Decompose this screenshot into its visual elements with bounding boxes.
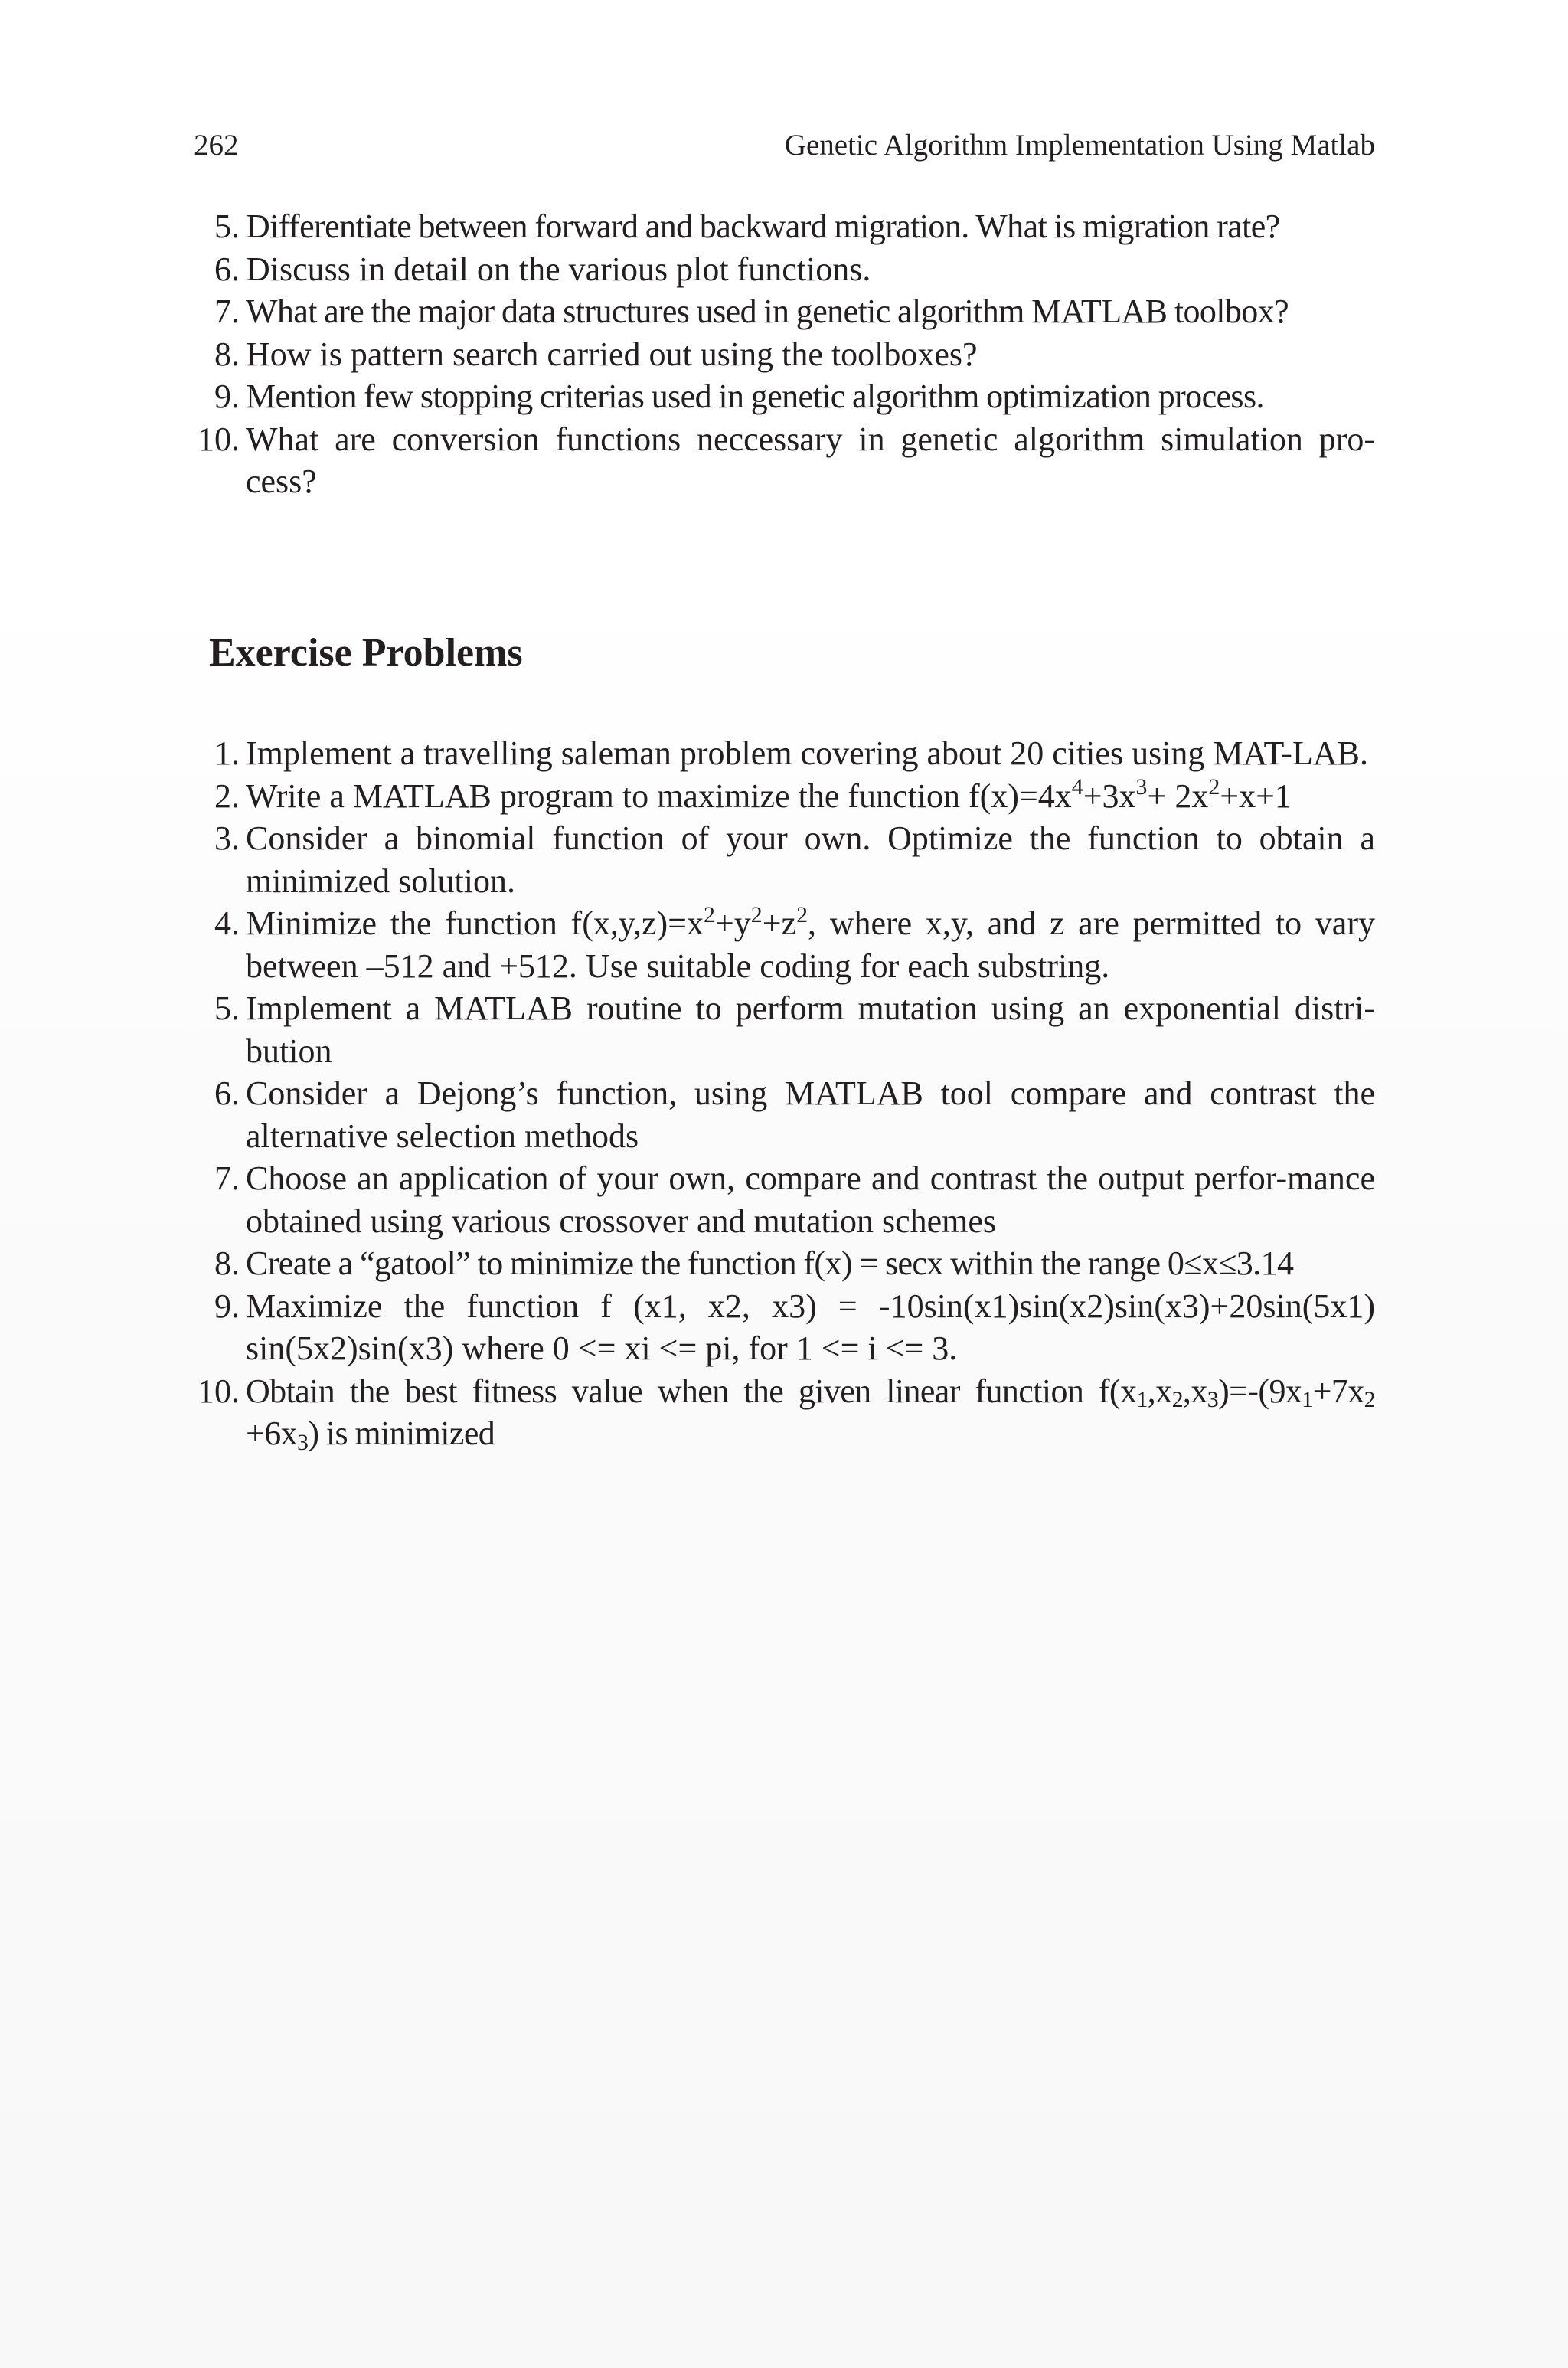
item-text: Obtain the best fitness value when the given linear function $f(x_1,x_2,x_3)=-(9x_1+7x_2 +6x_3)$ is minimized: [246, 1372, 1375, 1455]
section-heading: Exercise Problems: [209, 631, 523, 675]
item-number: 7.: [214, 1159, 240, 1197]
exercise-problem-item: [194, 1242, 1375, 1285]
review-question-item: [194, 248, 1375, 291]
review-question-item: [194, 418, 1375, 503]
item-number: 4.: [214, 904, 240, 942]
item-text: What are conversion functions neccessary in genetic algorithm simulation pro-cess?: [246, 420, 1375, 500]
item-text: Implement a travelling saleman problem covering about 20 cities using MAT-LAB.: [246, 734, 1368, 772]
review-questions-list: [194, 205, 1375, 503]
item-text: Consider a binomial function of your own. Optimize the function to obtain a minimized solution.: [246, 819, 1375, 900]
item-text: Maximize the function f (x1, x2, x3) = -10sin(x1)sin(x2)sin(x3)+20sin(5x1) sin(5x2)sin(x3) where 0 <= xi <= pi, for 1 <= i <= 3.: [246, 1287, 1375, 1367]
chapter-title: Genetic Algorithm Implementation Using Matlab: [784, 129, 1375, 162]
item-number: 5.: [214, 208, 240, 245]
review-question-item: [194, 290, 1375, 333]
item-number: 9.: [214, 1287, 240, 1325]
exercise-problem-item: [194, 1370, 1375, 1455]
running-head: [194, 124, 1375, 167]
item-number: 10.: [198, 1372, 240, 1410]
item-text: Create a “gatool” to minimize the function f(x) = secx within the range 0≤x≤3.14: [246, 1245, 1294, 1282]
item-number: 8.: [214, 1245, 240, 1282]
review-question-item: [194, 205, 1375, 248]
exercise-problem-item: [194, 1285, 1375, 1370]
item-number: 6.: [214, 250, 240, 288]
item-text: Consider a Dejong’s function, using MATLAB tool compare and contrast the alternative selection methods: [246, 1074, 1375, 1155]
review-question-item: [194, 333, 1375, 376]
exercise-problem-item: [194, 775, 1375, 818]
exercise-problem-item: [194, 732, 1375, 775]
item-text: Implement a MATLAB routine to perform mutation using an exponential distri-bution: [246, 989, 1375, 1070]
item-text: Choose an application of your own, compare and contrast the output perfor-mance obtained using various crossover and mutation schemes: [246, 1159, 1375, 1240]
exercise-problem-item: [194, 902, 1375, 987]
item-text: How is pattern search carried out using the toolboxes?: [246, 335, 978, 373]
item-number: 7.: [214, 293, 240, 330]
item-text: What are the major data structures used in genetic algorithm MATLAB toolbox?: [246, 293, 1289, 330]
item-text: Discuss in detail on the various plot functions.: [246, 250, 871, 288]
item-text: Minimize the function $f(x,y,z)=x^2+y^2+z^2$, where x,y, and z are permitted to vary between –512 and +512. Use suitable coding for each substring.: [246, 901, 1375, 985]
item-number: 3.: [214, 819, 240, 857]
page-number: 262: [194, 129, 239, 162]
review-question-item: [194, 375, 1375, 418]
item-number: 2.: [214, 777, 240, 815]
exercise-problem-item: [194, 987, 1375, 1072]
item-number: 10.: [198, 420, 240, 458]
exercise-problem-item: [194, 1157, 1375, 1242]
item-number: 8.: [214, 335, 240, 373]
exercise-problem-item: [194, 817, 1375, 902]
item-number: 9.: [214, 378, 240, 415]
item-number: 1.: [214, 734, 240, 772]
exercise-problems-list: [194, 732, 1375, 1455]
item-number: 5.: [214, 989, 240, 1027]
exercise-problem-item: [194, 1072, 1375, 1157]
item-text: Write a MATLAB program to maximize the function $f(x)=4x^4+3x^3+ 2x^2+x+1$: [246, 774, 1292, 815]
item-text: Mention few stopping criterias used in genetic algorithm optimization process.: [246, 378, 1264, 415]
item-text: Differentiate between forward and backward migration. What is migration rate?: [246, 208, 1280, 245]
item-number: 6.: [214, 1074, 240, 1112]
